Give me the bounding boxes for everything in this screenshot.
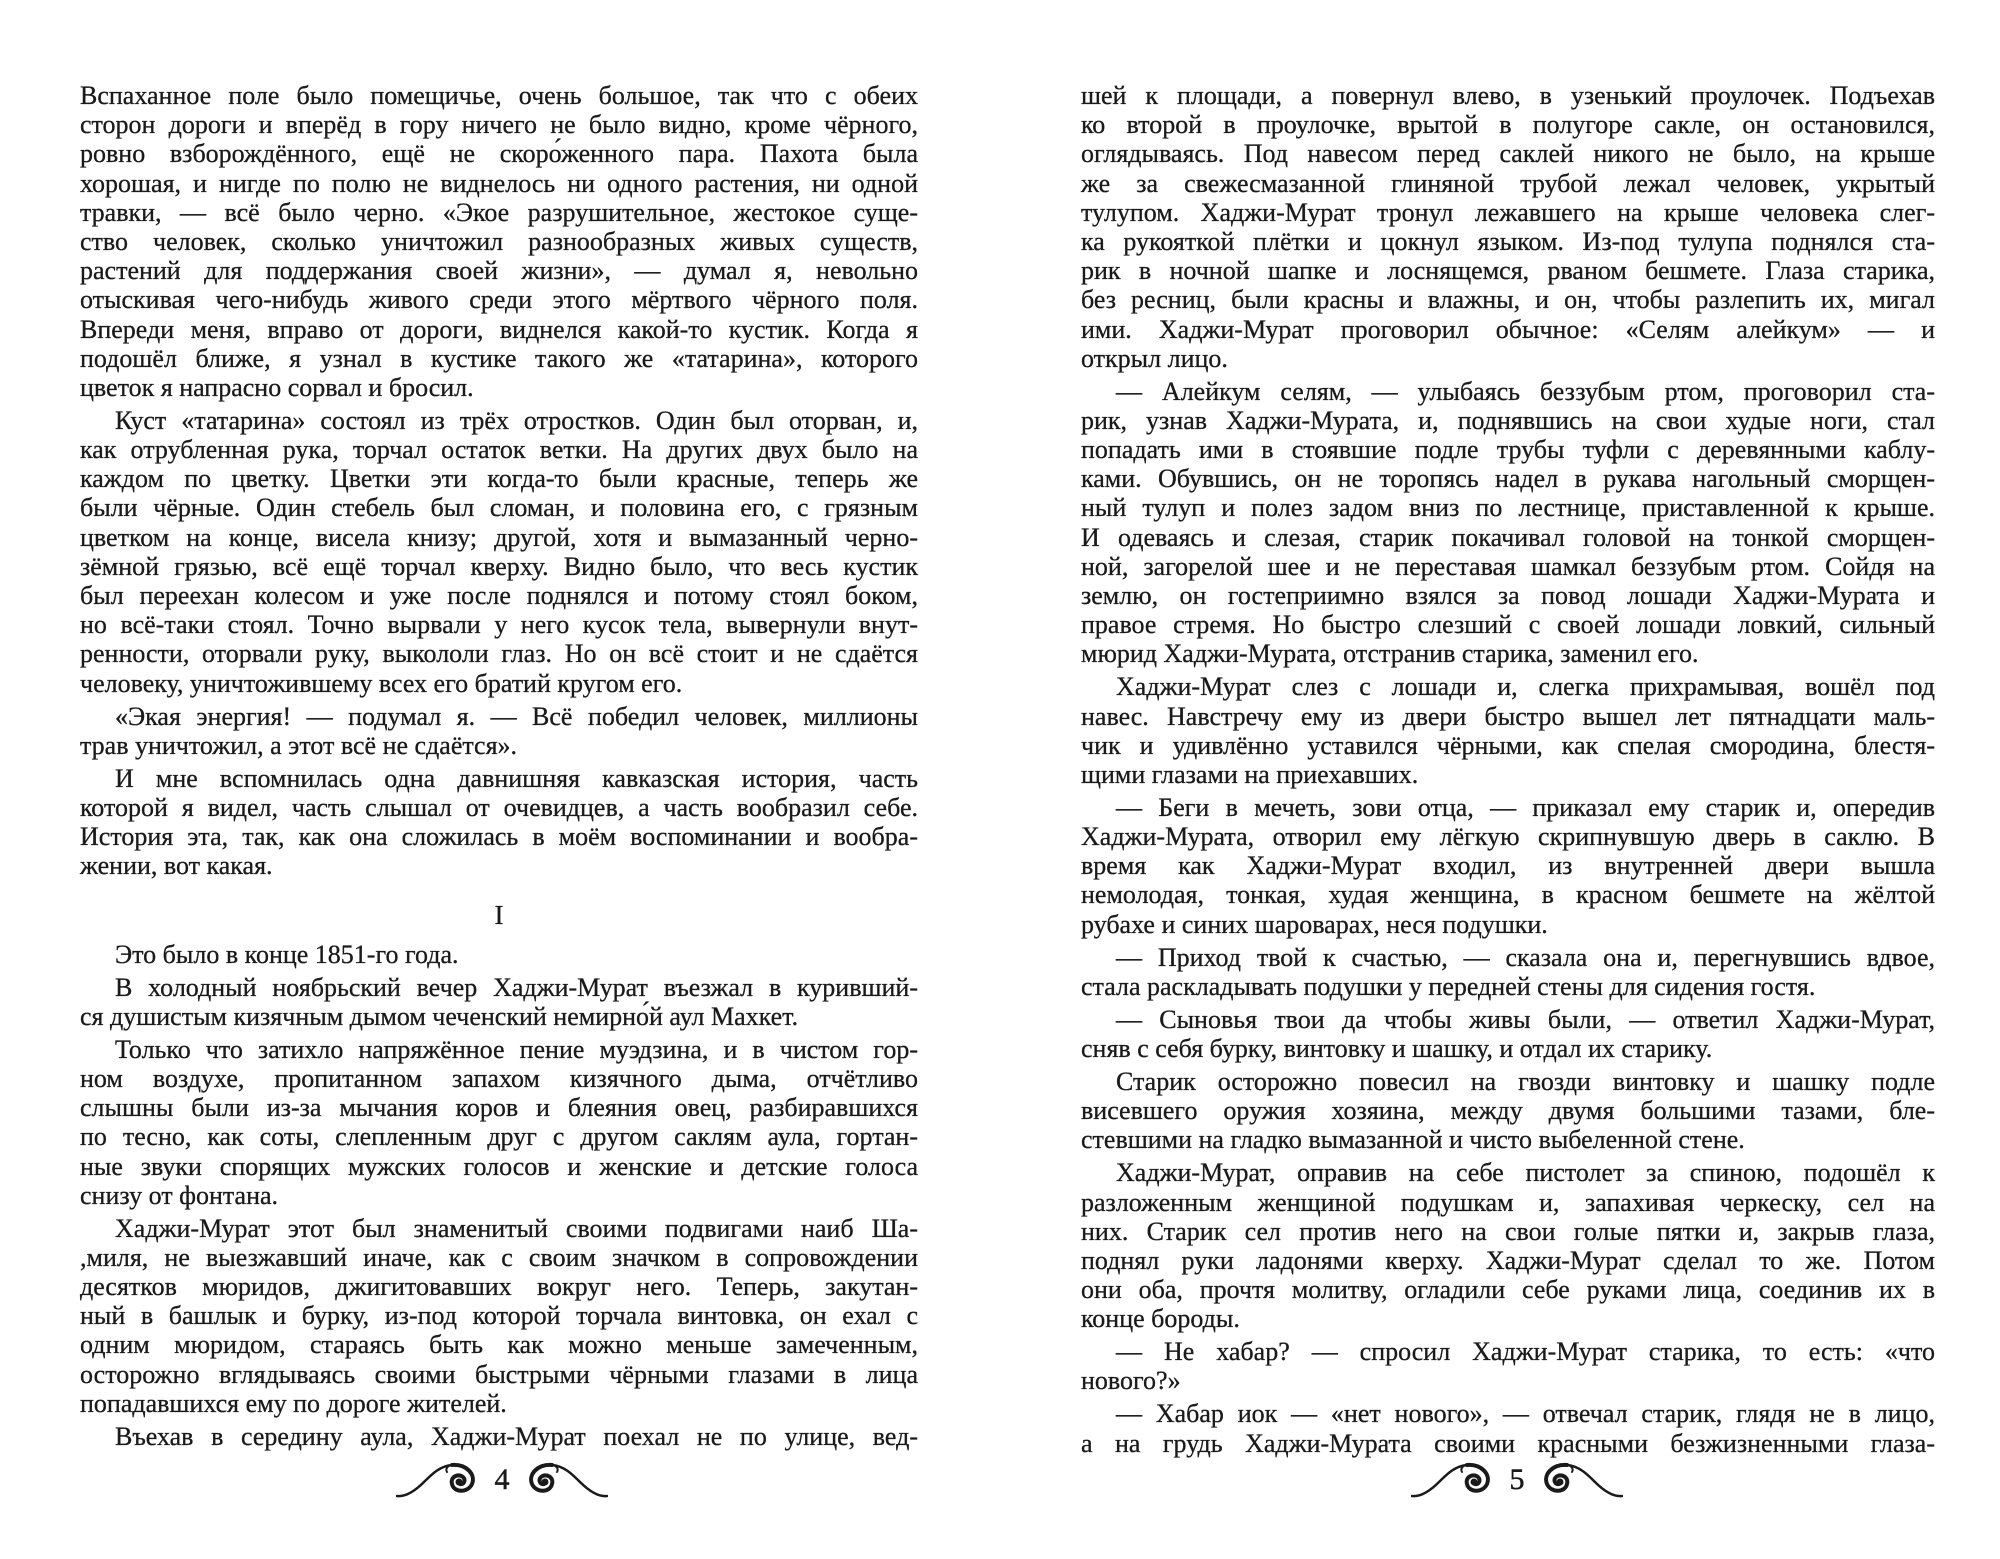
paragraph [1081, 793, 1935, 939]
text-line: ство человек, сколько уничтожил разнообразных живых существ, [80, 226, 918, 256]
text-line: Это было в конце 1851-го года. [115, 939, 459, 969]
paragraph [80, 1035, 918, 1210]
text-line: — Алейкум селям, — улыбаясь беззубым ртом, проговорил ста- [1116, 376, 1935, 406]
text-line: одним мюридом, стараясь быть как можно меньше замеченным, [80, 1330, 918, 1360]
text-line: человеку, уничтожившему всех его братий кругом его. [80, 668, 683, 698]
text-line: слышны были из-за мычания коров и блеяния овец, разбиравшихся [80, 1093, 918, 1123]
left-page-text [80, 81, 918, 1451]
text-line: Только что затихло напряжённое пение муэдзина, и в чистом гор- [115, 1034, 918, 1064]
text-line: рубахе и синих шароварах, неся подушки. [1081, 909, 1548, 939]
text-line: цветок я напрасно сорвал и бросил. [80, 372, 474, 402]
paragraph [1081, 943, 1935, 1001]
text-line: но всё-таки стоял. Точно вырвали у него кусок тела, вывернули внут- [80, 610, 918, 640]
text-line: чик и удивлённо уставился чёрными, как спелая смородина, блестя- [1081, 730, 1935, 760]
text-line: цветком на конце, висела книзу; другой, хотя и вымазанный черно- [80, 522, 918, 552]
text-line: сняв с себя бурку, винтовку и шашку, и отдал их старику. [1081, 1033, 1713, 1063]
paragraph [1081, 1399, 1935, 1457]
text-line: стала раскладывать подушки у передней стены для сидения гостя. [1081, 971, 1816, 1001]
text-line: попадавшихся ему по дороге жителей. [80, 1388, 507, 1418]
paragraph [1081, 377, 1935, 669]
text-line: землю, он гостеприимно взялся за повод лошади Хаджи-Мурата и [1081, 580, 1935, 610]
text-line: десятков мюридов, джигитовавших вокруг него. Теперь, закутан- [80, 1272, 918, 1302]
text-line: были чёрные. Один стебель был сломан, и половина его, с грязным [80, 493, 918, 523]
text-line: отыскивая чего-нибудь живого среди этого мёртвого чёрного поля. [80, 285, 918, 315]
text-line: мюрид Хаджи-Мурата, отстранив старика, заменил его. [1081, 639, 1699, 669]
text-line: правое стремя. Но быстро слезший с своей лошади ловкий, сильный [1081, 610, 1935, 640]
text-line: ровно взборождённого, ещё не скоро́женного пара. Пахота была [80, 139, 918, 169]
page-number: 4 [494, 1463, 510, 1496]
text-line: трав уничтожил, а этот всё не сдаётся». [80, 730, 518, 760]
paragraph [1081, 1067, 1935, 1155]
text-line: растений для поддержания своей жизни», — думал я, невольно [80, 256, 918, 286]
text-line: же за свежесмазанной глиняной трубой лежал человек, укрытый [1081, 168, 1935, 198]
paragraph [80, 406, 918, 698]
text-line: ими. Хаджи-Мурат проговорил обычное: «Селям алейкум» — и [1081, 314, 1935, 344]
text-line: Старик осторожно повесил на гвозди винтовку и шашку подле [1116, 1066, 1935, 1096]
text-line: поднял руки ладонями кверху. Хаджи-Мурат сделал то же. Потом [1081, 1245, 1935, 1275]
text-line: И мне вспомнилась одна давнишняя кавказская история, часть [115, 763, 918, 793]
text-line: осторожно вглядываясь своими быстрыми чёрными глазами в лица [80, 1359, 918, 1389]
text-line: был переехан колесом и уже после поднялся и потому стоял боком, [80, 580, 918, 610]
paragraph [80, 81, 918, 402]
text-line: — Хабар иок — «нет нового», — отвечал старик, глядя не в лицо, [1116, 1399, 1935, 1429]
text-line: ной, загорелой шее и не переставая шамкал беззубым ртом. Сойдя на [1081, 551, 1935, 581]
paragraph [80, 702, 918, 760]
paragraph [1081, 1337, 1935, 1395]
text-line: время как Хаджи-Мурат входил, из внутренней двери вышла [1081, 851, 1935, 881]
paragraph [80, 1422, 918, 1451]
text-line: ками. Обувшись, он не торопясь надел в рукава нагольный сморщен- [1081, 464, 1935, 494]
text-line: ко второй в проулочке, врытой в полугоре сакле, он остановился, [1081, 110, 1935, 140]
flourish-left-icon [396, 1460, 482, 1500]
text-line: немолодая, тонкая, худая женщина, в красном бешмете на жёлтой [1081, 880, 1935, 910]
text-line: щими глазами на приехавших. [1081, 759, 1419, 789]
text-line: попадать ими в стоявшие подле трубы туфли с деревянными каблу- [1081, 435, 1935, 465]
text-line: «Экая энергия! — подумал я. — Всё победил человек, миллионы [115, 701, 918, 731]
text-line: ся душистым кизячным дымом чеченский немирно́й аул Махкет. [80, 1001, 799, 1031]
text-line: рик в ночной шапке и лоснящемся, рваном бешмете. Глаза старика, [1081, 256, 1935, 286]
text-line: ные звуки спорящих мужских голосов и женские и детские голоса [80, 1151, 918, 1181]
text-line: тулупом. Хаджи-Мурат тронул лежавшего на крыше человека слег- [1081, 197, 1935, 227]
text-line: хорошая, и нигде по полю не виднелось ни одного растения, ни одной [80, 168, 918, 198]
paragraph [80, 973, 918, 1031]
text-line: по тесно, как соты, слепленным друг с другом саклям аула, гортан- [80, 1122, 918, 1152]
text-line: ка рукояткой плётки и цокнул языком. Из-под тулупа поднялся ста- [1081, 226, 1935, 256]
paragraph [1081, 1158, 1935, 1333]
text-line: них. Старик сел против него на свои голые пятки и, закрыв глаза, [1081, 1216, 1935, 1246]
text-line: нового?» [1081, 1366, 1181, 1396]
flourish-left-icon [1411, 1460, 1497, 1500]
text-line: навес. Навстречу ему из двери быстро вышел лет пятнадцати маль- [1081, 701, 1935, 731]
text-line: Впереди меня, вправо от дороги, виднелся какой-то кустик. Когда я [80, 314, 918, 344]
text-line: Хаджи-Мурата, отворил ему лёгкую скрипнувшую дверь в саклю. В [1081, 822, 1935, 852]
text-line: зёмной грязью, всё ещё торчал кверху. Видно было, что весь кустик [80, 551, 918, 581]
paragraph [1081, 1005, 1935, 1063]
text-line: История эта, так, как она сложилась в моём воспоминании и вообра- [80, 822, 918, 852]
text-line: оглядываясь. Под навесом перед саклей никого не было, на крыше [1081, 139, 1935, 169]
paragraph [80, 940, 918, 969]
page-footer [396, 1460, 608, 1500]
paragraph [1081, 81, 1935, 373]
text-line: открыл лицо. [1081, 343, 1228, 373]
right-page [1000, 0, 2000, 1559]
text-line: Вспаханное поле было помещичье, очень большое, так что с обеих [80, 81, 918, 110]
page-number: 5 [1509, 1463, 1525, 1496]
text-line: ном воздухе, пропитанном запахом кизячного дыма, отчётливо [80, 1063, 918, 1093]
flourish-right-icon [1537, 1460, 1623, 1500]
text-line: каждом по цветку. Цветки эти когда-то были красные, теперь же [80, 464, 918, 494]
text-line: как отрубленная рука, торчал остаток ветки. На других двух было на [80, 435, 918, 465]
text-line: они оба, прочтя молитву, огладили себе руками лица, соединив их в [1081, 1275, 1935, 1305]
text-line: Хаджи-Мурат этот был знаменитый своими подвигами наиб Ша- [115, 1213, 918, 1243]
text-line: — Беги в мечеть, зови отца, — приказал ему старик и, опередив [1116, 792, 1935, 822]
text-line: ный тулуп и полез задом вниз по лестнице, приставленной к крыше. [1081, 493, 1935, 523]
chapter-heading: I [494, 900, 504, 931]
text-line: В холодный ноябрьский вечер Хаджи-Мурат въезжал в куривший- [115, 972, 918, 1002]
text-line: подошёл ближе, я узнал в кустике такого же «татарина», которого [80, 343, 918, 373]
text-line: конце бороды. [1081, 1304, 1240, 1334]
text-line: жении, вот какая. [80, 851, 273, 881]
text-line: а на грудь Хаджи-Мурата своими красными безжизненными глаза- [1081, 1428, 1935, 1458]
text-line: ,миля, не выезжавший иначе, как с своим значком в сопровождении [80, 1242, 918, 1272]
text-line: снизу от фонтана. [80, 1180, 279, 1210]
text-line: стевшими на гладко вымазанной и чисто выбеленной стене. [1081, 1125, 1745, 1155]
text-line: — Не хабар? — спросил Хаджи-Мурат старика, то есть: «что [1116, 1337, 1935, 1367]
text-line: рик, узнав Хаджи-Мурата, и, поднявшись на свои худые ноги, стал [1081, 405, 1935, 435]
flourish-right-icon [522, 1460, 608, 1500]
text-line: ренности, оторвали руку, выкололи глаз. Но он всё стоит и не сдаётся [80, 639, 918, 669]
text-line: Хаджи-Мурат, оправив на себе пистолет за спиною, подошёл к [1116, 1158, 1935, 1188]
text-line: Въехав в середину аула, Хаджи-Мурат поехал не по улице, вед- [115, 1421, 918, 1451]
paragraph [1081, 672, 1935, 789]
right-page-text [1081, 81, 1935, 1458]
text-line: сторон дороги и вперёд в гору ничего не было видно, кроме чёрного, [80, 110, 918, 140]
text-line: — Сыновья твои да чтобы живы были, — ответил Хаджи-Мурат, [1116, 1004, 1935, 1034]
text-line: висевшего оружия хозяина, между двумя большими тазами, бле- [1081, 1096, 1935, 1126]
text-line: шей к площади, а повернул влево, в узенький проулочек. Подъехав [1081, 81, 1935, 110]
text-line: Куст «татарина» состоял из трёх отростков. Один был оторван, и, [115, 405, 918, 435]
text-line: — Приход твой к счастью, — сказала она и, перегнувшись вдвое, [1116, 942, 1935, 972]
paragraph [80, 1214, 918, 1418]
text-line: которой я видел, часть слышал от очевидцев, а часть вообразил себе. [80, 792, 918, 822]
text-line: И одеваясь и слезая, старик покачивал головой на тонкой сморщен- [1081, 522, 1935, 552]
text-line: без ресниц, были красны и влажны, и он, чтобы разлепить их, мигал [1081, 285, 1935, 315]
paragraph [80, 764, 918, 881]
text-line: Хаджи-Мурат слез с лошади и, слегка прихрамывая, вошёл под [1116, 672, 1935, 702]
text-line: разложенным женщиной подушкам и, запахивая черкеску, сел на [1081, 1187, 1935, 1217]
text-line: ный в башлык и бурку, из-под которой торчала винтовка, он ехал с [80, 1301, 918, 1331]
page-footer [1411, 1460, 1623, 1500]
text-line: травки, — всё было черно. «Экое разрушительное, жестокое суще- [80, 197, 918, 227]
